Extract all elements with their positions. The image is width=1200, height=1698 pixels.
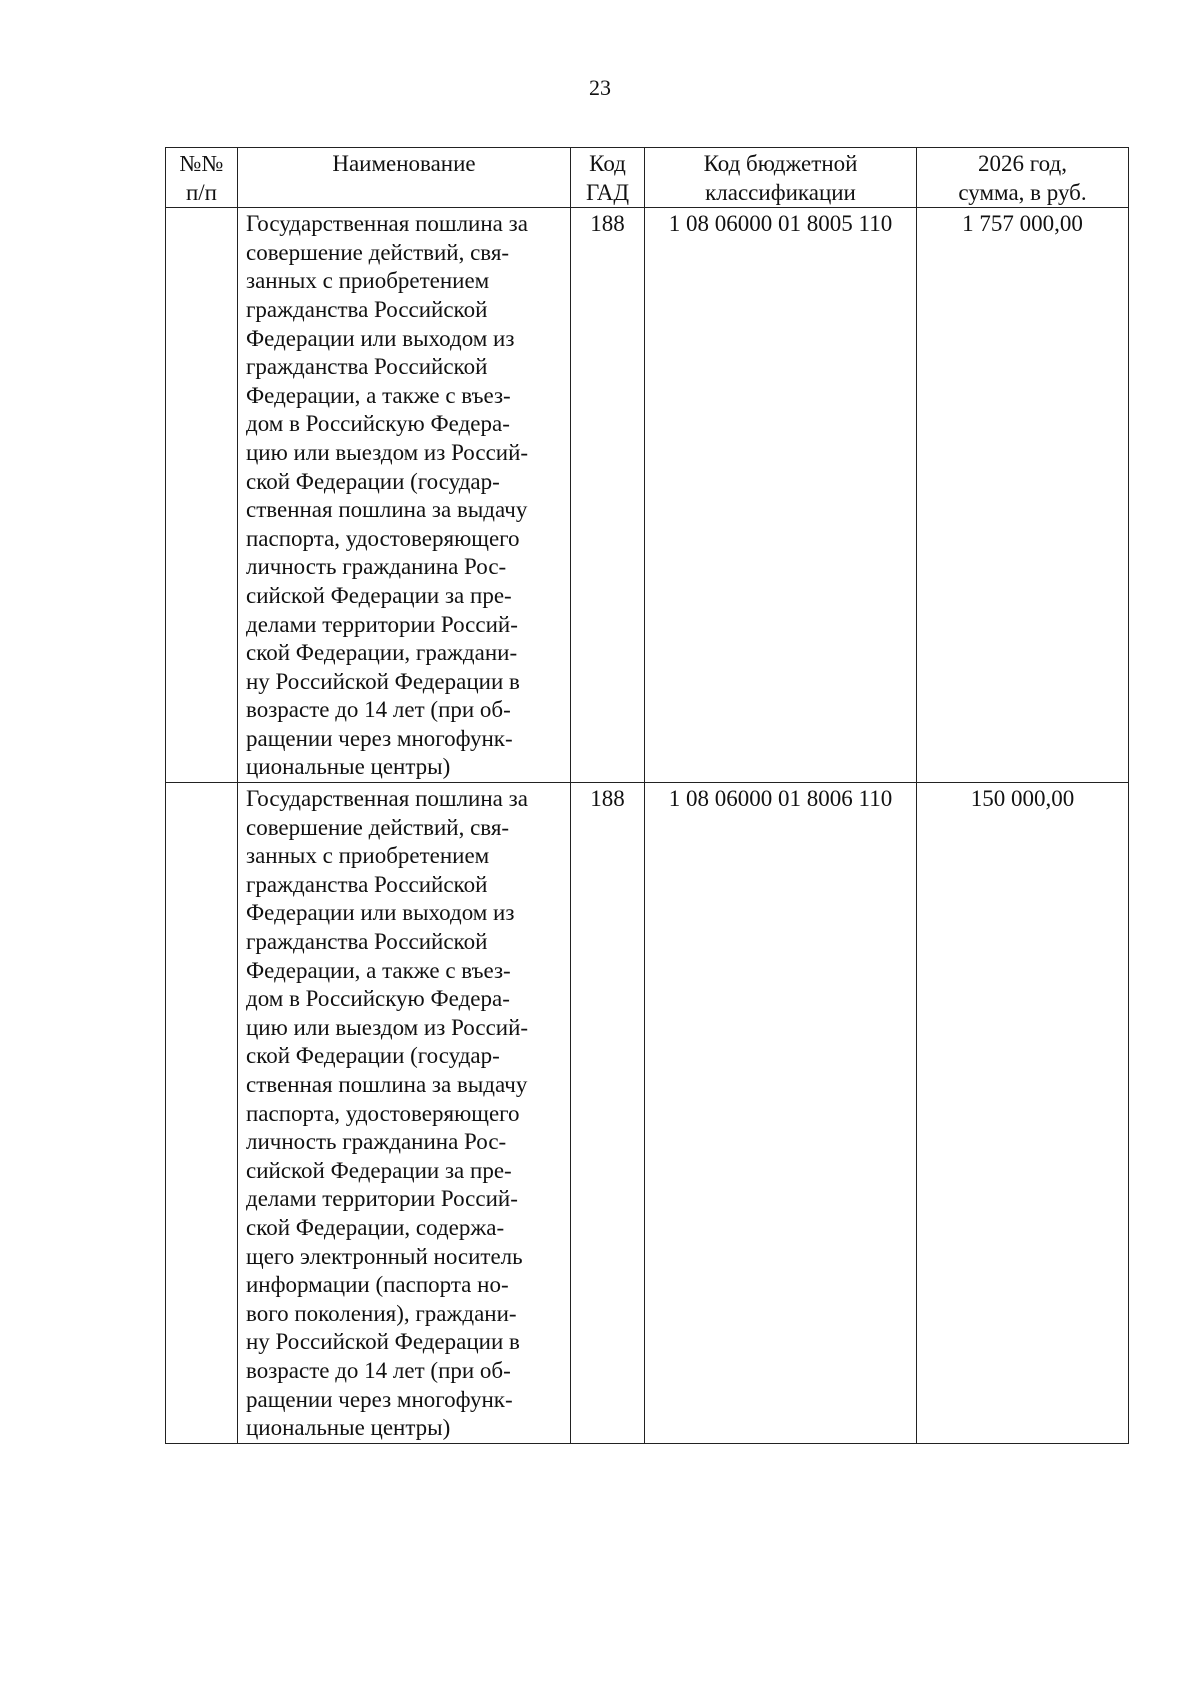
cell-budget-code: 1 08 06000 01 8005 110 [645, 208, 917, 783]
cell-name-line: дом в Российскую Федера- [246, 986, 510, 1012]
cell-name-line: ращении через многофунк- [246, 1386, 513, 1412]
cell-name-line: Государственная пошлина за [246, 211, 528, 237]
cell-name-line: гражданства Российской [246, 871, 488, 897]
cell-name-line: цию или выездом из Россий- [246, 1014, 529, 1040]
cell-name-line: личность гражданина Рос- [246, 554, 507, 580]
cell-name-line: ращении через многофунк- [246, 725, 513, 751]
header-num [166, 148, 238, 208]
header-num-line: №№ [179, 151, 224, 176]
cell-name-line: ской Федерации (государ- [246, 1043, 500, 1069]
cell-budget-code: 1 08 06000 01 8006 110 [645, 783, 917, 1444]
cell-name-line: цию или выездом из Россий- [246, 439, 529, 465]
cell-name-line: личность гражданина Рос- [246, 1129, 507, 1155]
header-sum [917, 148, 1129, 208]
budget-revenue-table [165, 147, 1129, 1444]
cell-name-line: ской Федерации, граждани- [246, 640, 518, 666]
header-name-line: Наименование [332, 151, 476, 176]
header-row [166, 148, 1129, 208]
page-number: 23 [589, 75, 611, 100]
table-row [166, 208, 1129, 783]
cell-name-line: паспорта, удостоверяющего [246, 525, 520, 551]
cell-name-line: щего электронный носитель [246, 1243, 523, 1269]
cell-name-line: делами территории Россий- [246, 1186, 518, 1212]
header-kbk [645, 148, 917, 208]
cell-name-line: Федерации или выходом из [246, 900, 515, 926]
cell-name-line: гражданства Российской [246, 354, 488, 380]
cell-name-line: гражданства Российской [246, 296, 488, 322]
table-body [166, 208, 1129, 1444]
cell-gad-code: 188 [571, 208, 645, 783]
header-sum-line: сумма, в руб. [958, 179, 1087, 205]
header-gad [571, 148, 645, 208]
cell-name-line: занных с приобретением [246, 268, 490, 294]
cell-name-line: вого поколения), граждани- [246, 1300, 517, 1326]
cell-name-line: ну Российской Федерации в [246, 668, 520, 694]
table-row [166, 783, 1129, 1444]
cell-number [166, 783, 238, 1444]
cell-gad-code: 188 [571, 783, 645, 1444]
header-gad-line: Код [589, 151, 626, 176]
cell-name-line: циональные центры) [246, 1415, 451, 1441]
cell-name-line: сийской Федерации за пре- [246, 582, 512, 608]
header-name [238, 148, 571, 208]
cell-name-line: возрасте до 14 лет (при об- [246, 1357, 511, 1383]
cell-name-line: сийской Федерации за пре- [246, 1157, 512, 1183]
cell-name-line: ну Российской Федерации в [246, 1329, 520, 1355]
cell-name-line: делами территории Россий- [246, 611, 518, 637]
cell-name-line: ской Федерации, содержа- [246, 1214, 505, 1240]
cell-name-line: Государственная пошлина за [246, 786, 528, 812]
cell-name-line: ственная пошлина за выдачу [246, 497, 528, 523]
cell-name-line: дом в Российскую Федера- [246, 411, 510, 437]
cell-name-line: совершение действий, свя- [246, 814, 510, 840]
header-sum-line: 2026 год, [978, 151, 1067, 176]
cell-amount: 150 000,00 [917, 783, 1129, 1444]
cell-name-line: возрасте до 14 лет (при об- [246, 697, 511, 723]
cell-name-line: информации (паспорта но- [246, 1272, 509, 1298]
cell-name [238, 783, 571, 1444]
header-kbk-line: классификации [705, 179, 856, 205]
cell-name-line: гражданства Российской [246, 929, 488, 955]
cell-name-line: циональные центры) [246, 754, 451, 780]
cell-name-line: ственная пошлина за выдачу [246, 1072, 528, 1097]
cell-name-line: занных с приобретением [246, 843, 490, 869]
cell-name-line: ской Федерации (государ- [246, 468, 500, 494]
cell-name-line: Федерации или выходом из [246, 325, 515, 351]
cell-name-line: Федерации, а также с въез- [246, 382, 511, 408]
table-header [166, 148, 1129, 208]
header-gad-line: ГАД [585, 179, 630, 205]
cell-name-line: Федерации, а также с въез- [246, 957, 511, 983]
header-kbk-line: Код бюджетной [703, 151, 858, 176]
header-num-line: п/п [185, 179, 217, 205]
cell-name-line: паспорта, удостоверяющего [246, 1100, 520, 1126]
cell-name-line: совершение действий, свя- [246, 239, 510, 265]
cell-name [238, 208, 571, 783]
cell-number [166, 208, 238, 783]
cell-amount: 1 757 000,00 [917, 208, 1129, 783]
